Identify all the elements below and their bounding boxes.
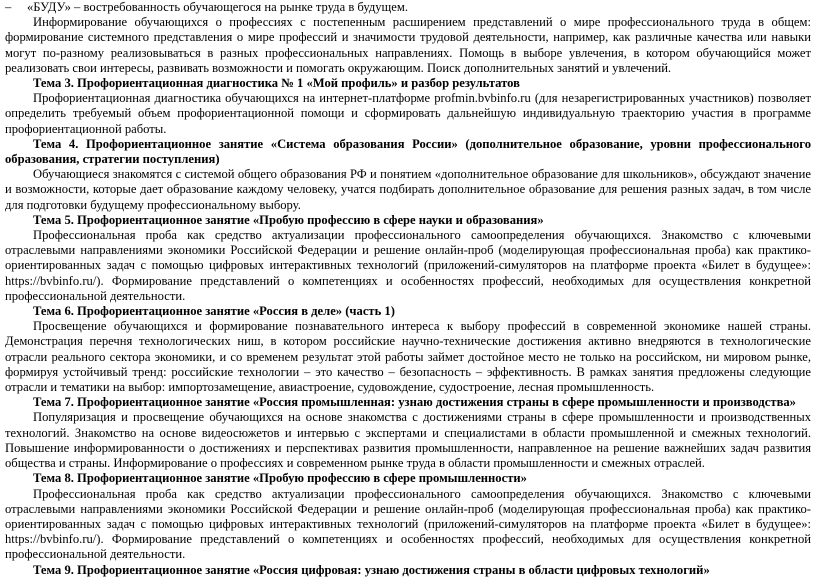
section-7-title: Тема 7. Профориентационное занятие «Россия промышленная: узнаю достижения страны в сфере промышленности и производства» (33, 395, 796, 410)
section-6-text: Просвещение обучающихся и формирование познавательного интереса к выбору профессий в современной экономике нашей страны. Демонстрация перечня технологических ниш, в котором российские научно-технические достижения активно внедряются в технологические отрасли реального сектора экономики, и со временем результат этой работы займет достойное место не только на российском, ни мировом рынке, формируя устойчивый тренд: российские технологии – это качество – безопасность – эффективность. В рамках занятия предложены следующие отрасли и тематики на выбор: импортозамещение, авиастроение, судовождение, судостроение, лесная промышленность. (5, 319, 811, 395)
section-4-text: Обучающиеся знакомятся с системой общего образования РФ и понятием «дополнительное образование для школьников», обсуждают значение и возможности, которые дает образование каждому человеку, учатся подбирать дополнительное образование для решения разных задач, в том числе для подготовки будущему профессиональному выбору. (5, 167, 811, 212)
section-3-text: Профориентационная диагностика обучающихся на интернет-платформе profmin.bvbinfo.ru (для незарегистрированных участников) позволяет определить требуемый объем профориентационной помощи и сформировать дальнейшую индивидуальную траекторию участия в программе профориентационной работы. (5, 91, 811, 136)
section-5-title: Тема 5. Профориентационное занятие «Пробую профессию в сфере науки и образования» (33, 212, 544, 227)
section-3-title: Тема 3. Профориентационная диагностика № 1 «Мой профиль» и разбор результатов (33, 76, 520, 91)
section-8-text: Профессиональная проба как средство актуализации профессионального самоопределения обучающихся. Знакомство с ключевыми отраслевыми направлениями экономики Российской Федерации и решение онлайн-проб (моделирующая профессиональная проба) как практико-ориентированных задач с помощью цифровых интерактивных технологий (приложений-симуляторов на платформе проекта «Билет в будущее»: https://bvbinfo.ru/). Формирование представлений о компетенциях и особенностях профессий, необходимых для осуществления конкретной профессиональной деятельности. (5, 486, 811, 562)
section-9-title: Тема 9. Профориентационное занятие «Россия цифровая: узнаю достижения страны в области цифровых технологий» (33, 562, 710, 577)
intro-paragraph: Информирование обучающихся о профессиях с постепенным расширением представлений о мире профессионального труда в общем: формирование системного представления о мире профессий и значимости трудовой деятельности, например, как различные качества или навыки могут по-разному реализовываться в разных профессиональных направлениях. Помощь в выборе увлечения, в котором обучающийся может реализовать свои интересы, развивать возможности и помогать окружающим. Поиск дополнительных занятий и увлечений. (5, 15, 811, 75)
section-6-title: Тема 6. Профориентационное занятие «Россия в деле» (часть 1) (33, 304, 395, 319)
section-4-title: Тема 4. Профориентационное занятие «Система образования России» (дополнительное образование, уровни профессионального образования, стратегии поступления) (5, 136, 811, 167)
section-7-text: Популяризация и просвещение обучающихся на основе знакомства с достижениями страны в сфере промышленности и производственных технологий. Знакомство на основе видеосюжетов и интервью с экспертами и специалистами в области промышленной и смежных технологий. Повышение информированности о достижениях и перспективах развития промышленности, направленное на решение важнейших задач развития общества и страны. Информирование о профессиях и современном рынке труда в области промышленности и смежных отраслей. (5, 410, 811, 471)
bullet-dash: – (5, 0, 12, 14)
section-8-title: Тема 8. Профориентационное занятие «Пробую профессию в сфере промышленности» (33, 471, 527, 486)
bullet-text: «БУДУ» – востребованность обучающегося на рынке труда в будущем. (27, 0, 408, 14)
section-5-text: Профессиональная проба как средство актуализации профессионального самоопределения обучающихся. Знакомство с ключевыми отраслевыми направлениями экономики Российской Федерации и решение онлайн-проб (моделирующая профессиональная проба) как практико-ориентированных задач с помощью цифровых интерактивных технологий (приложений-симуляторов на платформе проекта «Билет в будущее»: https://bvbinfo.ru/). Формирование представлений о компетенциях и особенностях профессий, необходимых для осуществления конкретной профессиональной деятельности. (5, 228, 811, 303)
bullet-item (5, 0, 811, 15)
